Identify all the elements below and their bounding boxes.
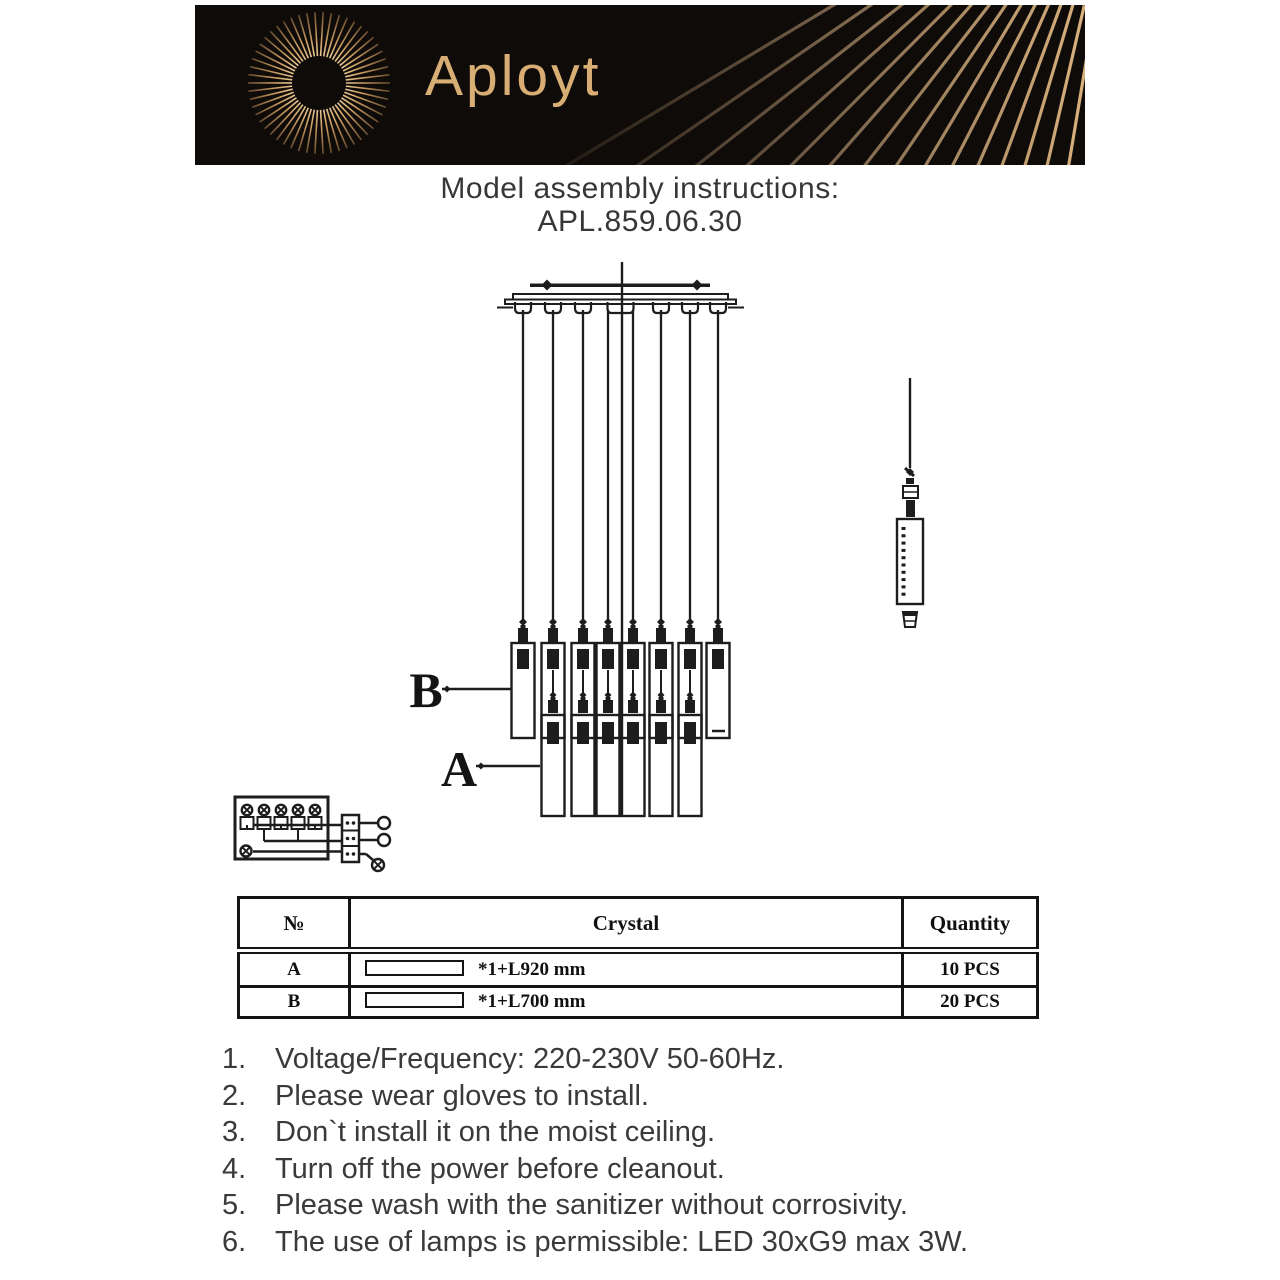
label-b: B — [409, 662, 443, 718]
col-header-crystal: Crystal — [350, 898, 903, 951]
assembly-diagram — [0, 250, 1280, 910]
item-number: 1. — [222, 1043, 247, 1075]
row-a-num: A — [239, 951, 350, 987]
table-row — [239, 987, 1038, 1018]
item-number: 4. — [222, 1152, 247, 1185]
page-title: Model assembly instructions: — [440, 172, 840, 205]
instruction-list — [222, 1041, 1122, 1260]
title-block — [0, 172, 1280, 238]
list-item — [222, 1187, 1122, 1224]
list-item — [222, 1041, 1122, 1078]
banner-decor — [195, 5, 1085, 165]
item-text: Don`t install it on the moist ceiling. — [275, 1116, 716, 1148]
item-number: 6. — [222, 1225, 247, 1258]
row-a-crystal-text: *1+L920 mm — [478, 958, 586, 980]
row-a-qty: 10 PCS — [903, 951, 1038, 987]
item-number: 5. — [222, 1189, 247, 1221]
row-b-num: B — [239, 987, 350, 1018]
item-text: The use of lamps is permissible: LED 30xG9 max 3W. — [275, 1225, 969, 1258]
crystal-b-shape-icon — [365, 992, 464, 1008]
row-b-crystal-text: *1+L700 mm — [478, 991, 586, 1012]
item-number: 3. — [222, 1116, 247, 1148]
col-header-qty: Quantity — [903, 898, 1038, 951]
table-row — [239, 951, 1038, 987]
item-text: Turn off the power before cleanout. — [275, 1152, 725, 1185]
col-header-num: № — [239, 898, 350, 951]
parts-table — [237, 896, 1039, 1019]
item-text: Voltage/Frequency: 220-230V 50-60Hz. — [275, 1043, 785, 1075]
table-header-row — [239, 898, 1038, 951]
item-number: 2. — [222, 1079, 247, 1112]
item-text: Please wash with the sanitizer without corrosivity. — [275, 1189, 908, 1221]
brand-banner — [195, 5, 1085, 165]
list-item — [222, 1078, 1122, 1115]
list-item — [222, 1114, 1122, 1151]
chandelier-lineart — [235, 262, 923, 871]
item-text: Please wear gloves to install. — [275, 1079, 649, 1112]
row-a-crystal — [350, 951, 903, 987]
list-item — [222, 1224, 1122, 1261]
label-a: A — [440, 741, 478, 797]
model-number: APL.859.06.30 — [537, 205, 743, 238]
row-b-crystal — [350, 987, 903, 1018]
crystal-a-shape-icon — [365, 960, 464, 976]
brand-name: Aployt — [425, 44, 602, 108]
row-b-qty: 20 PCS — [903, 987, 1038, 1018]
sunburst-logo-icon — [248, 12, 390, 154]
list-item — [222, 1151, 1122, 1188]
